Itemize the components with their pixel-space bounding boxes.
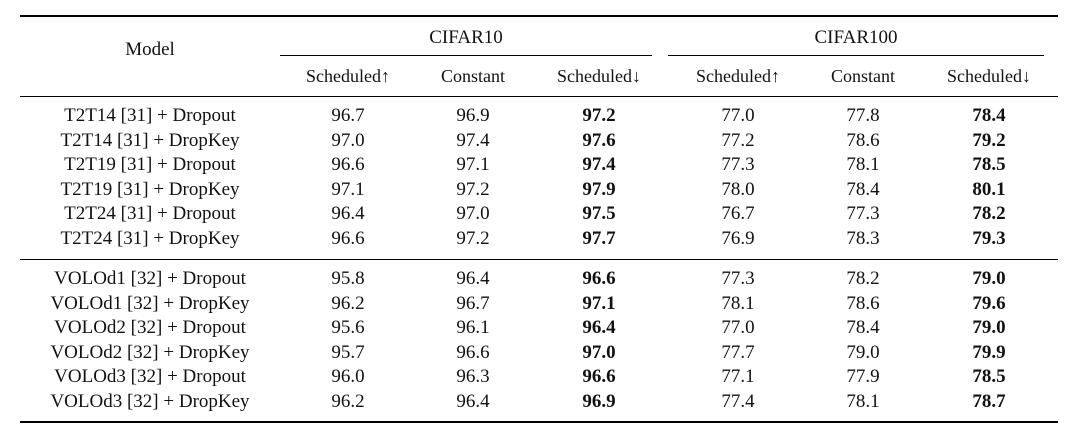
value-cell: 97.4 bbox=[582, 154, 616, 176]
subheader-constant-cifar100: Constant bbox=[830, 66, 896, 86]
value-cell: 80.1 bbox=[972, 178, 1006, 200]
value-cell: 97.2 bbox=[582, 105, 616, 126]
value-cell: 96.3 bbox=[456, 366, 490, 388]
value-cell: 96.4 bbox=[456, 391, 490, 412]
subheader-scheduled-up-cifar10: Scheduled↑ bbox=[306, 66, 390, 86]
value-cell: 78.1 bbox=[721, 292, 755, 314]
value-cell: 79.0 bbox=[972, 268, 1006, 289]
value-cell: 96.9 bbox=[456, 105, 490, 126]
value-cell: 79.0 bbox=[846, 341, 880, 363]
model-name-cell: T2T14 [31] + DropKey bbox=[60, 129, 240, 151]
cifar10-group-rule bbox=[280, 55, 652, 56]
value-cell: 78.4 bbox=[846, 178, 880, 200]
value-cell: 97.1 bbox=[331, 178, 365, 200]
value-cell: 78.0 bbox=[721, 178, 755, 200]
value-cell: 97.9 bbox=[582, 178, 616, 200]
value-cell: 78.1 bbox=[846, 154, 880, 176]
model-name-cell: VOLOd2 [32] + DropKey bbox=[50, 341, 250, 363]
value-cell: 96.4 bbox=[582, 317, 616, 339]
model-name-cell: T2T14 [31] + Dropout bbox=[64, 105, 236, 126]
value-cell: 96.6 bbox=[582, 268, 616, 289]
model-name-cell: T2T24 [31] + Dropout bbox=[64, 203, 236, 225]
model-name-cell: T2T24 [31] + DropKey bbox=[60, 228, 240, 249]
value-cell: 78.2 bbox=[972, 203, 1006, 225]
value-cell: 97.2 bbox=[456, 228, 490, 249]
value-cell: 96.1 bbox=[456, 317, 490, 339]
value-cell: 77.3 bbox=[721, 154, 755, 176]
model-name-cell: T2T19 [31] + DropKey bbox=[60, 178, 240, 200]
value-cell: 97.1 bbox=[456, 154, 490, 176]
value-cell: 78.2 bbox=[846, 268, 880, 289]
value-cell: 97.7 bbox=[582, 228, 616, 249]
value-cell: 77.4 bbox=[721, 391, 755, 412]
value-cell: 78.5 bbox=[972, 154, 1006, 176]
cifar10-group-header: CIFAR10 bbox=[429, 27, 503, 48]
model-name-cell: VOLOd1 [32] + Dropout bbox=[54, 268, 246, 289]
top-rule bbox=[20, 15, 1058, 17]
value-cell: 78.6 bbox=[846, 292, 880, 314]
cifar100-group-rule bbox=[668, 55, 1044, 56]
cifar100-group-header: CIFAR100 bbox=[814, 27, 898, 48]
value-cell: 77.0 bbox=[721, 105, 755, 126]
value-cell: 77.2 bbox=[721, 129, 755, 151]
value-cell: 79.9 bbox=[972, 341, 1006, 363]
value-cell: 77.8 bbox=[846, 105, 880, 126]
value-cell: 96.4 bbox=[331, 203, 365, 225]
value-cell: 76.7 bbox=[721, 203, 755, 225]
value-cell: 96.9 bbox=[582, 391, 616, 412]
value-cell: 95.7 bbox=[331, 341, 365, 363]
value-cell: 96.6 bbox=[331, 228, 365, 249]
value-cell: 77.3 bbox=[721, 268, 755, 289]
value-cell: 78.4 bbox=[972, 105, 1006, 126]
section-rule bbox=[20, 259, 1058, 260]
value-cell: 96.6 bbox=[582, 366, 616, 388]
value-cell: 95.8 bbox=[331, 268, 365, 289]
model-name-cell: T2T19 [31] + Dropout bbox=[64, 154, 236, 176]
model-name-cell: VOLOd3 [32] + Dropout bbox=[54, 366, 246, 388]
model-name-cell: VOLOd3 [32] + DropKey bbox=[50, 391, 250, 412]
value-cell: 97.6 bbox=[582, 129, 616, 151]
value-cell: 96.7 bbox=[456, 292, 490, 314]
value-cell: 97.0 bbox=[331, 129, 365, 151]
value-cell: 96.6 bbox=[331, 154, 365, 176]
value-cell: 96.6 bbox=[456, 341, 490, 363]
value-cell: 97.4 bbox=[456, 129, 490, 151]
model-name-cell: VOLOd1 [32] + DropKey bbox=[50, 292, 250, 314]
value-cell: 96.2 bbox=[331, 292, 365, 314]
value-cell: 97.0 bbox=[582, 341, 616, 363]
value-cell: 79.2 bbox=[972, 129, 1006, 151]
value-cell: 77.1 bbox=[721, 366, 755, 388]
value-cell: 78.3 bbox=[846, 228, 880, 249]
value-cell: 77.9 bbox=[846, 366, 880, 388]
value-cell: 78.7 bbox=[972, 391, 1006, 412]
value-cell: 79.6 bbox=[972, 292, 1006, 314]
value-cell: 97.1 bbox=[582, 292, 616, 314]
subheader-scheduled-up-cifar100: Scheduled↑ bbox=[696, 66, 780, 86]
value-cell: 97.0 bbox=[456, 203, 490, 225]
value-cell: 78.6 bbox=[846, 129, 880, 151]
value-cell: 96.0 bbox=[331, 366, 365, 388]
value-cell: 95.6 bbox=[331, 317, 365, 339]
value-cell: 77.7 bbox=[721, 341, 755, 363]
model-name-cell: VOLOd2 [32] + Dropout bbox=[54, 317, 246, 339]
value-cell: 78.1 bbox=[846, 391, 880, 412]
value-cell: 79.0 bbox=[972, 317, 1006, 339]
value-cell: 96.4 bbox=[456, 268, 490, 289]
header-rule bbox=[20, 96, 1058, 97]
subheader-constant-cifar10: Constant bbox=[440, 66, 506, 86]
value-cell: 77.0 bbox=[721, 317, 755, 339]
bottom-rule bbox=[20, 421, 1058, 423]
value-cell: 76.9 bbox=[721, 228, 755, 249]
value-cell: 79.3 bbox=[972, 228, 1006, 249]
value-cell: 77.3 bbox=[846, 203, 880, 225]
subheader-scheduled-down-cifar10: Scheduled↓ bbox=[557, 66, 641, 86]
subheader-scheduled-down-cifar100: Scheduled↓ bbox=[947, 66, 1031, 86]
value-cell: 97.2 bbox=[456, 178, 490, 200]
value-cell: 78.5 bbox=[972, 366, 1006, 388]
value-cell: 97.5 bbox=[582, 203, 616, 225]
value-cell: 96.2 bbox=[331, 391, 365, 412]
value-cell: 96.7 bbox=[331, 105, 365, 126]
value-cell: 78.4 bbox=[846, 317, 880, 339]
model-column-header: Model bbox=[125, 39, 175, 60]
